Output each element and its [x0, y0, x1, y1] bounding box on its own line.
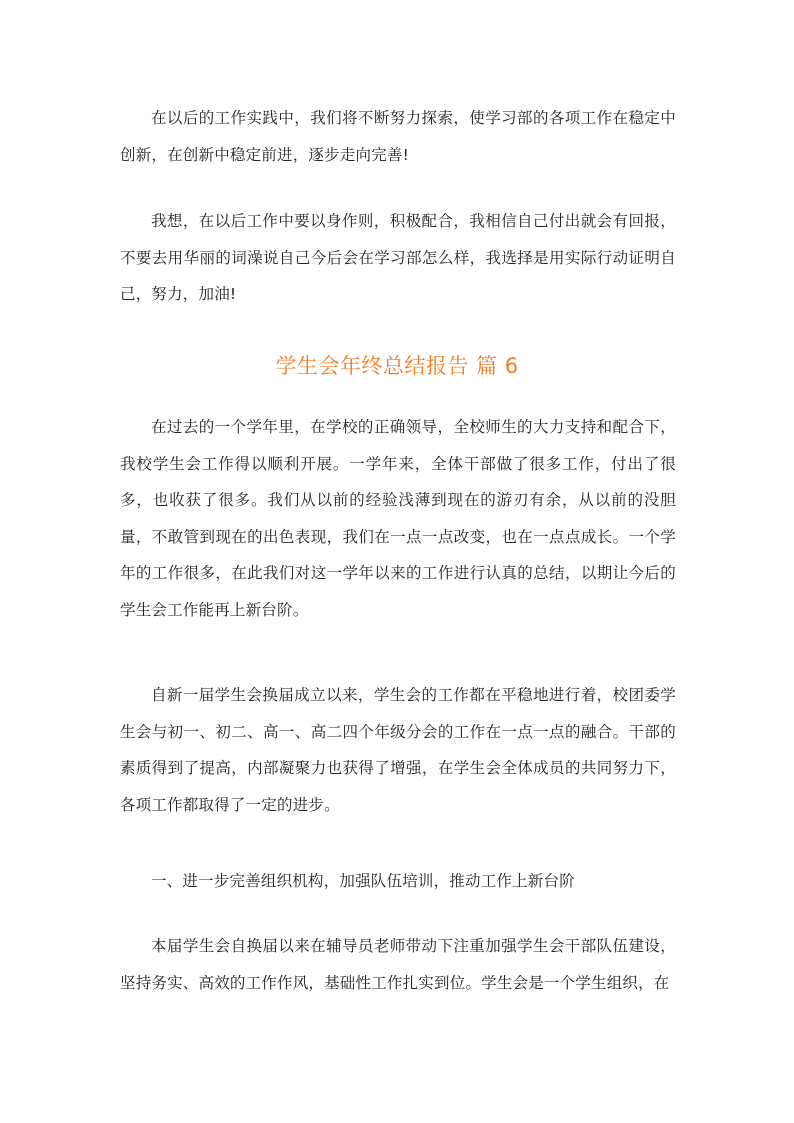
paragraph-intro: 在过去的一个学年里，在学校的正确领导，全校师生的大力支持和配合下，我校学生会工作得以顺利开展。一学年来，全体干部做了很多工作，付出了很多，也收获了很多。我们从以前的经验浅薄到现在的游刃有余，从以前的没胆量，不敢管到现在的出色表现，我们在一点一点改变，也在一点点成长。一个学年的工作很多，在此我们对这一学年以来的工作进行认真的总结，以期让今后的学生会工作能再上新台阶。: [120, 418, 676, 619]
paragraph-continuation-2: 我想，在以后工作中要以身作则，积极配合，我相信自己付出就会有回报，不要去用华丽的词澡说自己今后会在学习部怎么样，我选择是用实际行动证明自己，努力，加油!: [120, 212, 676, 303]
subheading-organization: 一、进一步完善组织机构，加强队伍培训，推动工作上新台阶: [151, 872, 575, 890]
paragraph-progress: 自新一届学生会换届成立以来，学生会的工作都在平稳地进行着，校团委学生会与初一、初二、高一、高二四个年级分会的工作在一点一点的融合。干部的素质得到了提高，内部凝聚力也获得了增强，在学生会全体成员的共同努力下，各项工作都取得了一定的进步。: [120, 686, 676, 814]
paragraph-continuation-1: 在以后的工作实践中，我们将不断努力探索，使学习部的各项工作在稳定中创新，在创新中稳定前进，逐步走向完善!: [120, 109, 676, 164]
paragraph-team-building: 本届学生会自换届以来在辅导员老师带动下注重加强学生会干部队伍建设，坚持务实、高效的工作作风，基础性工作扎实到位。学生会是一个学生组织，在: [120, 937, 676, 992]
section-title: 学生会年终总结报告 篇 6: [275, 354, 519, 378]
